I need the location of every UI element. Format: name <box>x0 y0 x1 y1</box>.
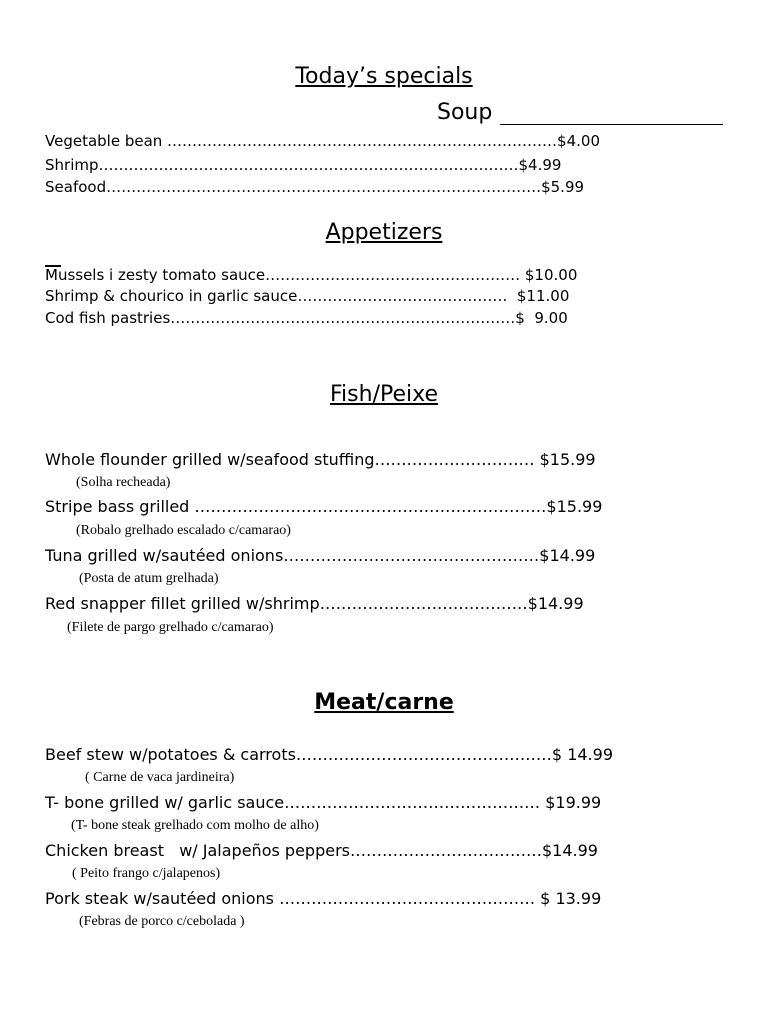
page-title: Today’s specials <box>295 64 473 89</box>
meat-item: Beef stew w/potatoes & carrots…………………………………………$ 14.99 <box>45 745 613 764</box>
meat-item: Pork steak w/sautéed onions ………………………………………… $ 13.99 <box>45 889 602 908</box>
appetizer-item: Shrimp & chourico in garlic sauce…………………………………… $11.00 <box>45 287 570 305</box>
soup-item: Shrimp…………………………………………………………………………$4.99 <box>45 156 562 174</box>
fish-item-translation: (Robalo grelhado escalado c/camarao) <box>76 523 291 538</box>
appetizer-item: Mussels i zesty tomato sauce…………………………………………… $10.00 <box>45 266 578 284</box>
meat-item-translation: ( Peito frango c/jalapenos) <box>72 866 221 881</box>
fish-item-translation: (Solha recheada) <box>76 475 171 490</box>
meat-item-translation: (Febras de porco c/cebolada ) <box>79 914 245 929</box>
soup-heading-underline <box>500 124 723 125</box>
fish-item-translation: (Filete de pargo grelhado c/camarao) <box>67 620 274 635</box>
fish-item: Tuna grilled w/sautéed onions…………………………………………$14.99 <box>45 546 596 565</box>
soup-item: Seafood……………………………………………………………………………$5.99 <box>45 178 585 196</box>
soup-item: Vegetable bean ……………………………………………………………………$4.00 <box>45 132 600 150</box>
meat-item-translation: (T- bone steak grelhado com molho de alho) <box>71 818 319 833</box>
fish-item: Stripe bass grilled …………………………………………………………$15.99 <box>45 497 603 516</box>
soup-heading: Soup <box>437 100 493 125</box>
appetizer-item: Cod fish pastries……………………………………………………………$ 9.00 <box>45 309 568 327</box>
fish-heading: Fish/Peixe <box>330 382 438 407</box>
meat-item: Chicken breast w/ Jalapeños peppers………………………………$14.99 <box>45 841 598 860</box>
fish-item: Red snapper fillet grilled w/shrimp…………………………………$14.99 <box>45 594 584 613</box>
fish-item-translation: (Posta de atum grelhada) <box>79 571 219 586</box>
meat-item: T- bone grilled w/ garlic sauce………………………………………… $19.99 <box>45 793 602 812</box>
fish-item: Whole flounder grilled w/seafood stuffing………………………… $15.99 <box>45 450 596 469</box>
meat-heading: Meat/carne <box>314 690 454 715</box>
meat-item-translation: ( Carne de vaca jardineira) <box>85 770 235 785</box>
appetizers-heading: Appetizers <box>325 220 443 245</box>
